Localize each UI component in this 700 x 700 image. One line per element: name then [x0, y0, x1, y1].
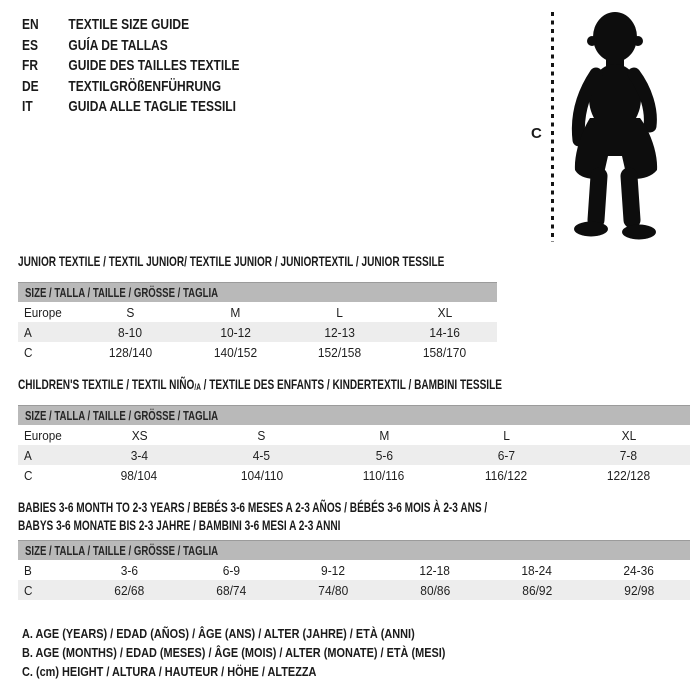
table-cell: 5-6: [375, 447, 393, 463]
row-label: A: [24, 447, 32, 463]
language-row: [22, 97, 294, 118]
footnote-a: A. AGE (YEARS) / EDAD (AÑOS) / ÂGE (ANS) / ALTER (JAHRE) / ETÀ (ANNI): [22, 626, 415, 641]
table-cell: 140/152: [213, 344, 257, 360]
table-cell: 9-12: [321, 562, 345, 578]
table-cell: 68/74: [216, 582, 246, 598]
size-header-band: SIZE / TALLA / TAILLE / GRÖSSE / TAGLIA: [18, 405, 690, 425]
language-title-block: [22, 15, 294, 118]
language-row: [22, 36, 294, 57]
row-label: C: [24, 467, 33, 483]
table-cell: 158/170: [423, 344, 467, 360]
table-row: [18, 445, 690, 465]
table-cell: 12-13: [324, 324, 356, 340]
table-cell: 12-18: [419, 562, 451, 578]
table-row: [18, 322, 497, 342]
table-cell: 116/122: [485, 467, 528, 483]
table-rows: [18, 425, 690, 485]
table-title: JUNIOR TEXTILE / TEXTIL JUNIOR/ TEXTILE JUNIOR / JUNIORTEXTIL / JUNIOR TESSILE: [18, 253, 445, 269]
guide-title: GUÍA DE TALLAS: [68, 36, 168, 54]
row-label: Europe: [24, 304, 62, 320]
table-cell: L: [503, 427, 510, 443]
table-cell: 92/98: [624, 582, 654, 598]
baby-silhouette-icon: [566, 10, 664, 244]
table-cell: 4-5: [252, 447, 271, 463]
table-cell: 98/104: [120, 467, 158, 483]
language-code: FR: [22, 57, 38, 74]
table-cell: S: [126, 304, 135, 320]
table-cell: 6-7: [497, 447, 516, 463]
table-row: [18, 580, 690, 600]
row-label: B: [24, 562, 32, 578]
size-table-children: [18, 376, 690, 485]
footnote-b: B. AGE (MONTHS) / EDAD (MESES) / ÂGE (MOIS) / ALTER (MONATE) / ETÀ (MESI): [22, 645, 446, 660]
guide-title: GUIDA ALLE TAGLIE TESSILI: [68, 98, 236, 115]
table-cell: 24-36: [623, 562, 655, 578]
table-cell: XL: [621, 427, 637, 443]
language-code: EN: [22, 16, 39, 33]
guide-title: TEXTILE SIZE GUIDE: [68, 16, 190, 33]
table-cell: 14-16: [429, 324, 460, 340]
language-code: ES: [22, 36, 39, 54]
table-cell: M: [379, 427, 390, 443]
table-cell: M: [230, 304, 241, 320]
table-rows: [18, 560, 690, 600]
language-row: [22, 15, 294, 36]
table-row: [18, 465, 690, 485]
table-cell: 3-4: [130, 447, 148, 463]
row-label: C: [24, 344, 33, 360]
table-cell: 80/86: [420, 582, 450, 598]
table-row: [18, 342, 497, 362]
row-label: A: [24, 324, 32, 340]
table-title: CHILDREN'S TEXTILE / TEXTIL NIÑO/A / TEXTILE DES ENFANTS / KINDERTEXTIL / BAMBINI TESSILE: [18, 376, 502, 392]
table-cell: XS: [131, 427, 148, 443]
measure-label-c: C: [531, 125, 542, 142]
footnote-c: C. (cm) HEIGHT / ALTURA / HAUTEUR / HÖHE / ALTEZZA: [22, 664, 317, 679]
table-cell: 104/110: [240, 467, 283, 483]
language-code: DE: [22, 77, 39, 95]
table-cell: 18-24: [521, 562, 553, 578]
guide-title: TEXTILGRÖßENFÜHRUNG: [68, 77, 222, 95]
table-cell: 74/80: [318, 582, 348, 598]
row-label: Europe: [24, 427, 62, 443]
table-cell: 122/128: [607, 467, 651, 483]
table-cell: 8-10: [118, 324, 143, 340]
language-row: [22, 77, 294, 98]
size-table-junior: [18, 253, 497, 362]
size-header-band: SIZE / TALLA / TAILLE / GRÖSSE / TAGLIA: [18, 282, 497, 302]
language-row: [22, 56, 294, 77]
table-cell: 128/140: [108, 344, 152, 360]
legend-footnotes: [22, 624, 526, 681]
table-cell: XL: [437, 304, 452, 320]
table-cell: 152/158: [318, 344, 362, 360]
table-title: BABIES 3-6 MONTH TO 2-3 YEARS / BEBÉS 3-6 MESES A 2-3 AÑOS / BÉBÉS 3-6 MOIS À 2-3 ANS / BABYS 3-6 MONATE BIS 2-3 JAHRE / BAMBINI 3-6 MESI A 2-3 ANNI: [18, 499, 488, 533]
table-cell: 86/92: [522, 582, 552, 598]
table-cell: 6-9: [222, 562, 240, 578]
table-row: [18, 302, 497, 322]
table-cell: 110/116: [363, 467, 405, 483]
guide-title: GUIDE DES TAILLES TEXTILE: [68, 57, 240, 74]
height-measure-dotted-line-icon: [551, 12, 554, 242]
table-cell: 10-12: [219, 324, 251, 340]
table-cell: S: [257, 427, 266, 443]
size-table-babies: [18, 498, 690, 600]
table-cell: 7-8: [620, 447, 638, 463]
language-code: IT: [22, 98, 33, 115]
table-cell: 3-6: [120, 562, 138, 578]
size-header-band: SIZE / TALLA / TAILLE / GRÖSSE / TAGLIA: [18, 540, 690, 560]
table-row: [18, 425, 690, 445]
table-row: [18, 560, 690, 580]
table-cell: 62/68: [114, 582, 144, 598]
table-rows: [18, 302, 497, 362]
row-label: C: [24, 582, 33, 598]
table-cell: L: [336, 304, 344, 320]
